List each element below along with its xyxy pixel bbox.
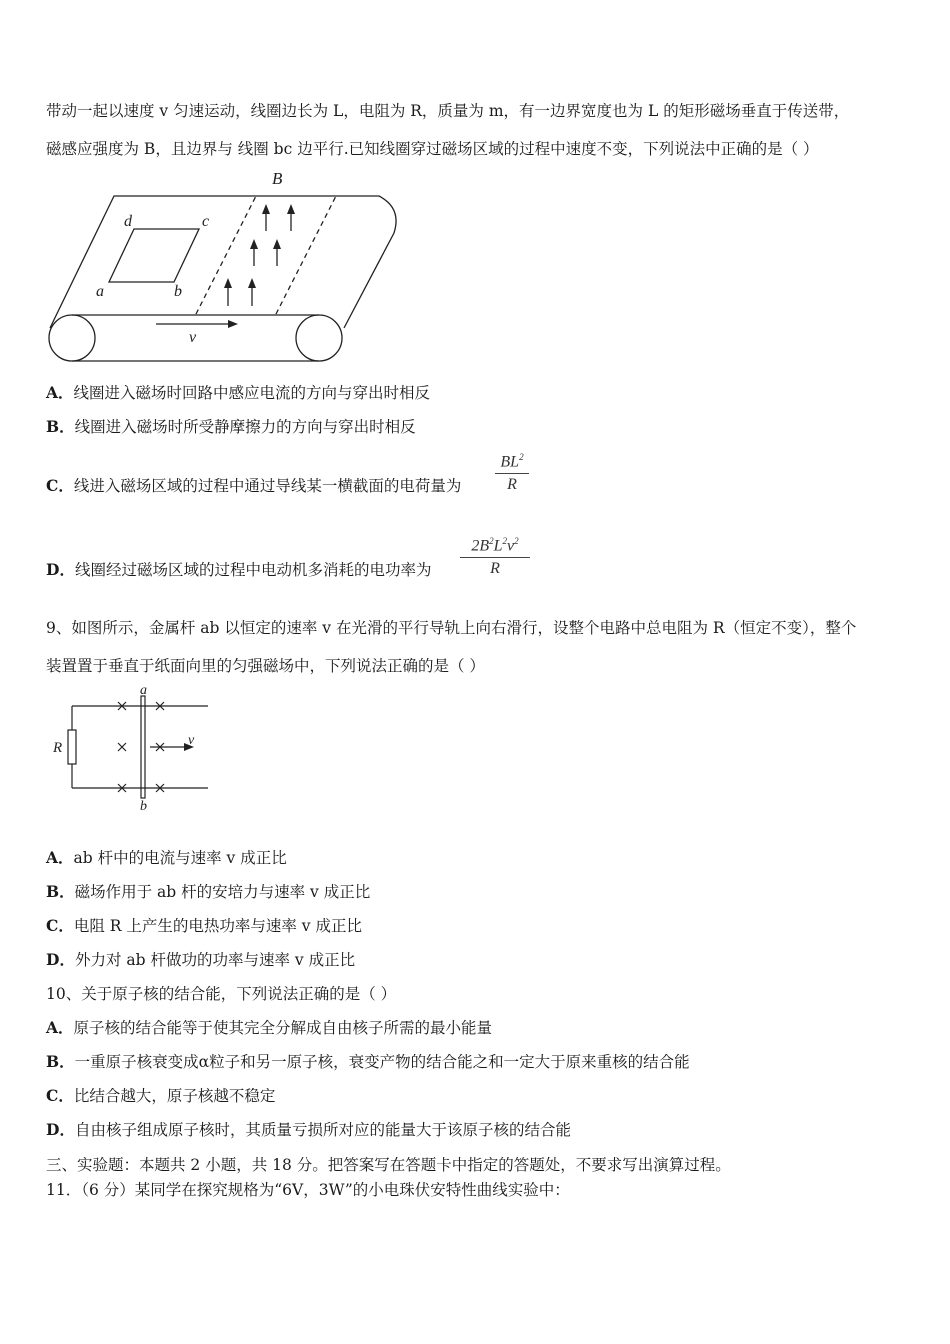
q9-option-d	[46, 950, 355, 970]
conveyor-belt-figure	[44, 168, 404, 368]
velocity-label-v: v	[188, 733, 195, 748]
q11-stem: 11．（6 分）某同学在探究规格为“6V，3W”的小电珠伏安特性曲线实验中：	[46, 1181, 570, 1199]
fraction-charge: $BL^2$ R	[495, 452, 529, 494]
option-text: 电阻 R 上产生的电热功率与速率 v 成正比	[73, 917, 362, 935]
q9-stem-line2: 装置置于垂直于纸面向里的匀强磁场中，下列说法正确的是（ ）	[46, 657, 485, 675]
q9-option-b	[46, 882, 370, 902]
option-text: 原子核的结合能等于使其完全分解成自由核子所需的最小能量	[73, 1019, 493, 1037]
velocity-label-v: v	[189, 329, 197, 346]
option-letter: B．	[46, 882, 75, 901]
q10-option-d	[46, 1120, 571, 1140]
corner-label-b: b	[174, 283, 182, 300]
q8-option-d	[46, 560, 431, 580]
corner-label-d: d	[124, 213, 132, 230]
q9-option-a	[46, 848, 287, 868]
section3-heading: 三、实验题：本题共 2 小题，共 18 分。把答案写在答题卡中指定的答题处，不要求写出演算过程。	[46, 1156, 731, 1174]
q8-option-a	[46, 383, 430, 403]
option-letter: C．	[46, 1086, 74, 1105]
option-text: 外力对 ab 杆做功的功率与速率 v 成正比	[74, 951, 356, 969]
q10-option-c	[46, 1086, 275, 1106]
rail-circuit-figure	[50, 684, 220, 814]
option-text: 磁场作用于 ab 杆的安培力与速率 v 成正比	[74, 883, 371, 901]
option-letter: A．	[46, 1018, 74, 1037]
corner-label-c: c	[202, 213, 210, 230]
option-text: 比结合越大，原子核越不稳定	[73, 1087, 276, 1105]
q8-option-b	[46, 417, 416, 437]
option-letter: A．	[46, 848, 74, 867]
field-label-B: B	[272, 169, 283, 188]
fraction-power-den: R	[490, 560, 500, 578]
option-letter: B．	[46, 417, 75, 436]
q9-option-c	[46, 916, 362, 936]
fraction-charge-den: R	[507, 476, 517, 494]
q8-option-c	[46, 476, 461, 496]
option-text: 线圈经过磁场区域的过程中电动机多消耗的电功率为	[74, 561, 432, 579]
field-arrows	[228, 208, 291, 306]
resistor-label-R: R	[53, 740, 63, 756]
option-text: 线进入磁场区域的过程中通过导线某一横截面的电荷量为	[73, 477, 462, 495]
rod-label-b: b	[140, 799, 147, 814]
q9-stem-line1: 9、如图所示，金属杆 ab 以恒定的速率 v 在光滑的平行导轨上向右滑行，设整个电路中总电阻为 R（恒定不变），整个	[46, 619, 857, 637]
fraction-power: $2B^2L^2v^2$ R	[460, 536, 530, 578]
q8-stem-line1: 带动一起以速度 v 匀速运动，线圈边长为 L，电阻为 R，质量为 m，有一边界宽度也为 L 的矩形磁场垂直于传送带，	[46, 102, 850, 120]
q8-stem-line2: 磁感应强度为 B，且边界与 线圈 bc 边平行.已知线圈穿过磁场区域的过程中速度不变，下列说法中正确的是（ ）	[46, 140, 819, 158]
option-text: 一重原子核衰变成α粒子和另一原子核，衰变产物的结合能之和一定大于原来重核的结合能	[74, 1053, 690, 1071]
q10-stem: 10、关于原子核的结合能，下列说法正确的是（ ）	[46, 985, 397, 1003]
option-text: 线圈进入磁场时回路中感应电流的方向与穿出时相反	[73, 384, 431, 402]
option-letter: C．	[46, 476, 74, 495]
option-text: ab 杆中的电流与速率 v 成正比	[73, 849, 287, 867]
option-letter: D．	[46, 1120, 75, 1139]
option-letter: B．	[46, 1052, 75, 1071]
rod-label-a: a	[140, 684, 147, 698]
corner-label-a: a	[96, 283, 104, 300]
option-letter: D．	[46, 560, 75, 579]
option-text: 自由核子组成原子核时，其质量亏损所对应的能量大于该原子核的结合能	[74, 1121, 571, 1139]
option-letter: C．	[46, 916, 74, 935]
option-letter: A．	[46, 383, 74, 402]
option-text: 线圈进入磁场时所受静摩擦力的方向与穿出时相反	[74, 418, 416, 436]
q10-option-a	[46, 1018, 492, 1038]
option-letter: D．	[46, 950, 75, 969]
q10-option-b	[46, 1052, 690, 1072]
